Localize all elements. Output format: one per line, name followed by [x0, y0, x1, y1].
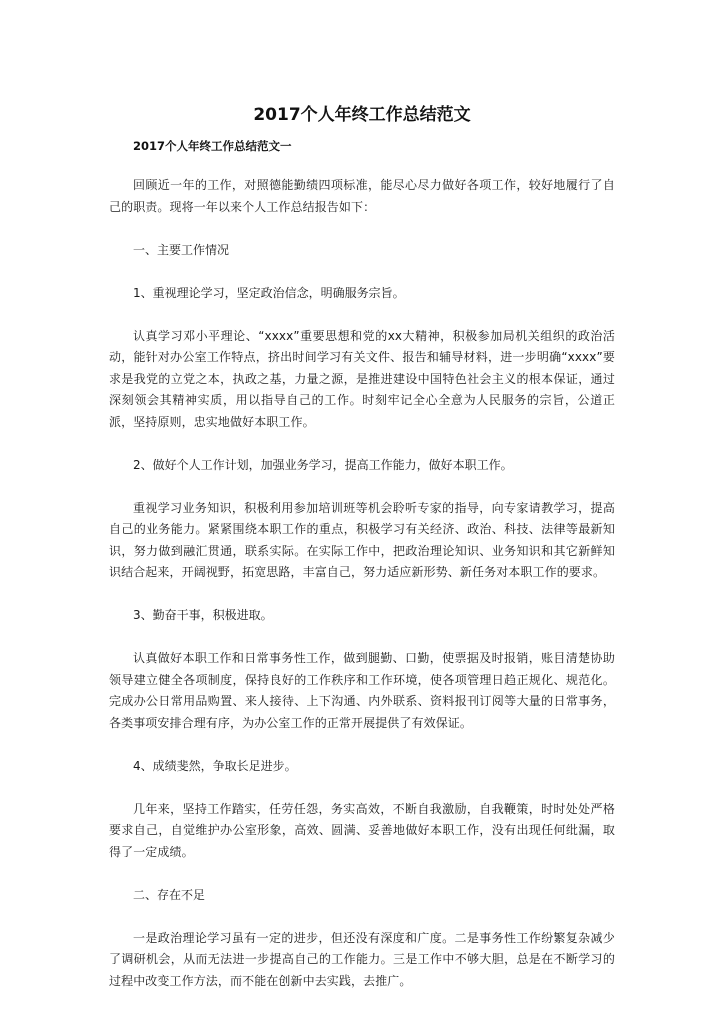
intro-paragraph: 回顾近一年的工作，对照德能勤绩四项标准，能尽心尽力做好各项工作，较好地履行了自己的职责。现将一年以来个人工作总结报告如下： — [109, 178, 615, 214]
document-subtitle: 2017个人年终工作总结范文一 — [133, 139, 292, 153]
spacer — [109, 863, 615, 885]
spacer — [109, 734, 615, 756]
section2-heading: 二、存在不足 — [133, 887, 206, 902]
item4-heading: 4、成绩斐然，争取长足进步。 — [133, 758, 297, 773]
section2-paragraph: 一是政治理论学习虽有一定的进步，但还没有深度和广度。二是事务性工作纷繁复杂减少了调研机会，从而无法进一步提高自己的工作能力。三是工作中不够大胆，总是在不断学习的过程中改变工作方法，而不能在创新中去实践，去推广。 — [109, 930, 615, 988]
item2-heading: 2、做好个人工作计划，加强业务学习，提高工作能力，做好本职工作。 — [133, 457, 513, 472]
spacer — [109, 906, 615, 928]
spacer — [109, 155, 615, 175]
section1-heading: 一、主要工作情况 — [133, 242, 230, 257]
item1-paragraph: 认真学习邓小平理论、“xxxx”重要思想和党的xx大精神，积极参加局机关组织的政治活动，能针对办公室工作特点，挤出时间学习有关文件、报告和辅导材料，进一步明确“xxxx”要求是我党的立党之本，执政之基，力量之源，是推进建设中国特色社会主义的根本保证，通过深刻领会其精神实质，用以指导自己的工作。时刻牢记全心全意为人民服务的宗旨，公道正派，坚持原则，忠实地做好本职工作。 — [109, 328, 615, 429]
spacer — [109, 218, 615, 240]
spacer — [109, 777, 615, 799]
item4-paragraph: 几年来，坚持工作踏实，任劳任怨，务实高效，不断自我激励，自我鞭策，时时处处严格要求自己，自觉维护办公室形象，高效、圆满、妥善地做好本职工作，没有出现任何纰漏，取得了一定成绩。 — [109, 801, 615, 859]
spacer — [109, 433, 615, 455]
spacer — [109, 627, 615, 649]
item3-paragraph: 认真做好本职工作和日常事务性工作，做到腿勤、口勤，使票据及时报销，账目清楚协助领导建立健全各项制度，保持良好的工作秩序和工作环境，使各项管理日趋正规化、规范化。完成办公日常用品购置、来人接待、上下沟通、内外联系、资料报刊订阅等大量的日常事务，各类事项安排合理有序，为办公室工作的正常开展提供了有效保证。 — [109, 651, 615, 730]
spacer — [109, 304, 615, 326]
document-page — [109, 103, 615, 992]
document-title: 2017个人年终工作总结范文 — [253, 105, 471, 125]
item1-heading: 1、重视理论学习，坚定政治信念，明确服务宗旨。 — [133, 285, 405, 300]
item2-paragraph: 重视学习业务知识，积极利用参加培训班等机会聆听专家的指导，向专家请教学习，提高自己的业务能力。紧紧围绕本职工作的重点，积极学习有关经济、政治、科技、法律等最新知识，努力做到融汇贯通，联系实际。在实际工作中，把政治理论知识、业务知识和其它新鲜知识结合起来，开阔视野，拓宽思路，丰富自己，努力适应新形势、新任务对本职工作的要求。 — [109, 500, 615, 579]
spacer — [109, 584, 615, 606]
item3-heading: 3、勤奋干事，积极进取。 — [133, 608, 273, 622]
spacer — [109, 261, 615, 283]
spacer — [109, 476, 615, 498]
